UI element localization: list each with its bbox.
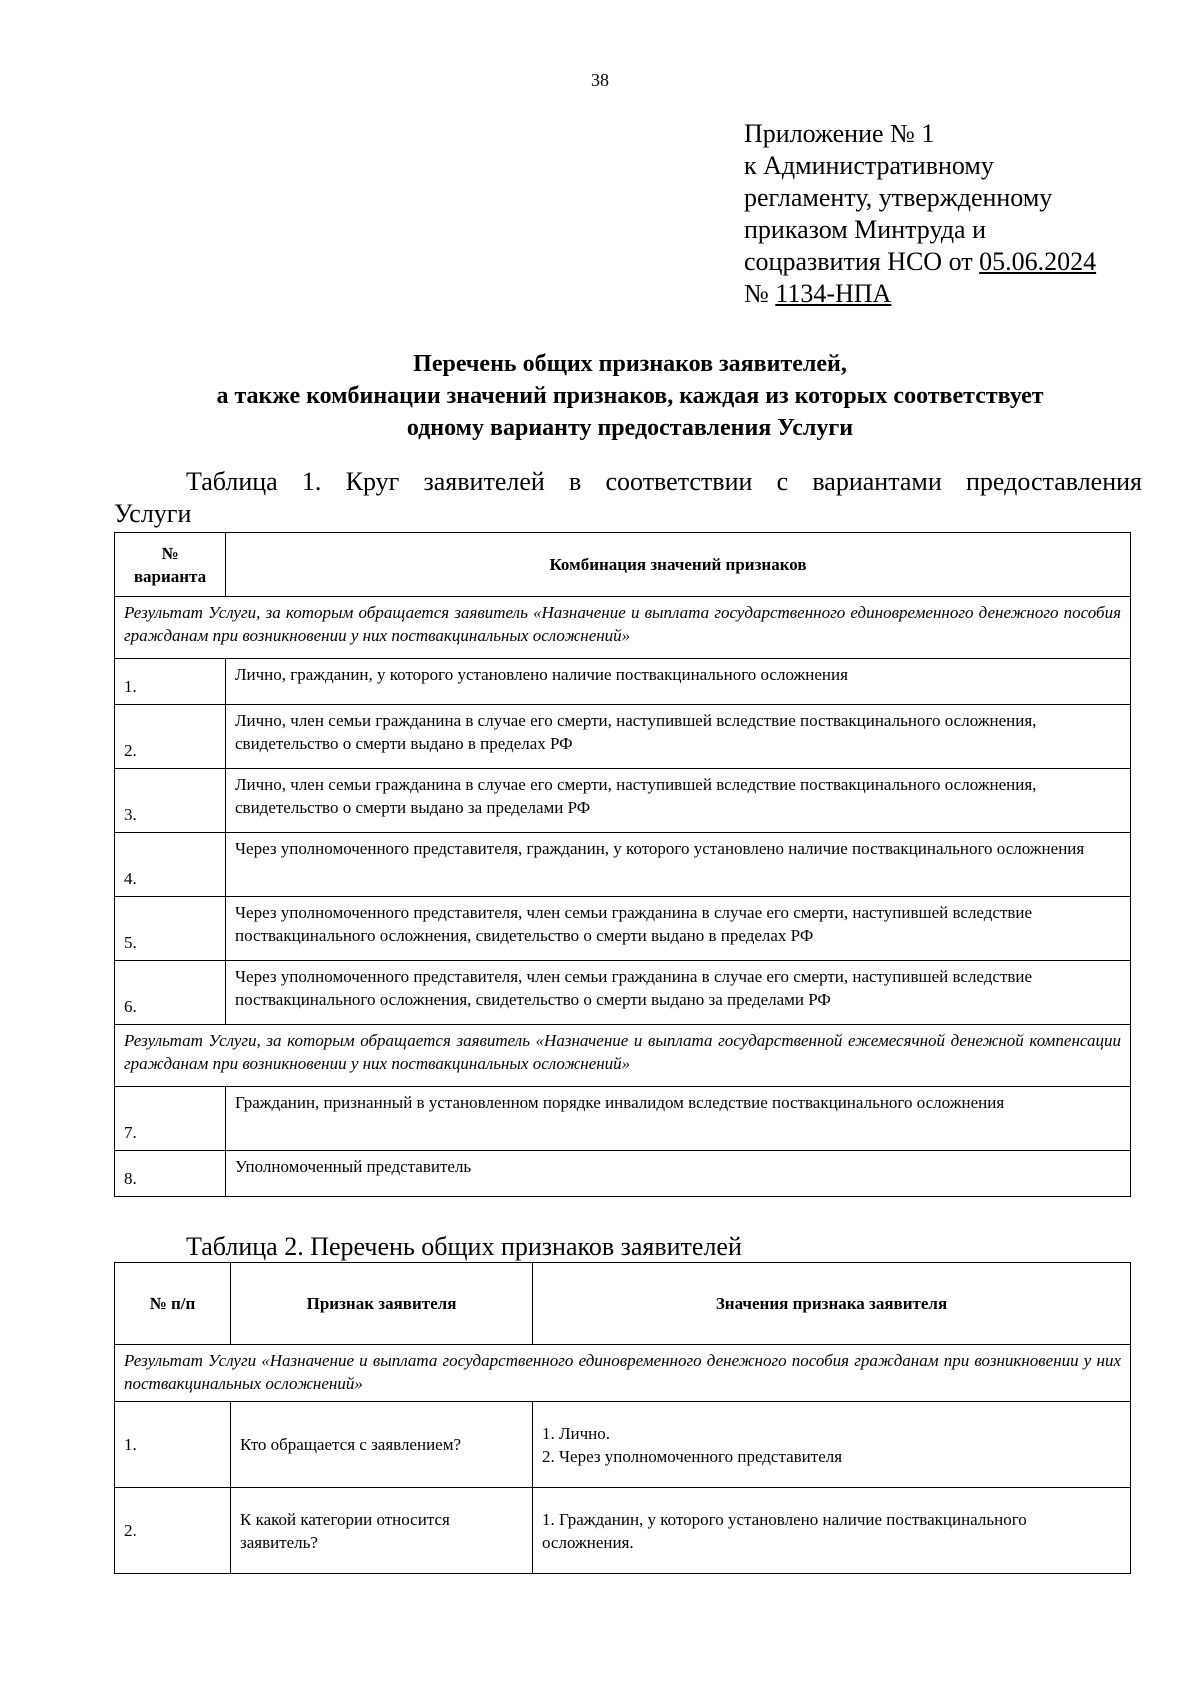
applicants-variants-table <box>114 532 1131 1197</box>
attribute-value: 1. Гражданин, у которого установлено наличие поствакцинального осложнения. <box>542 1509 1027 1552</box>
attribute-question: К какой категории относится заявитель? <box>231 1488 533 1574</box>
section-caption: Результат Услуги, за которым обращается заявитель «Назначение и выплата государственной ежемесячной денежной компенсации гражданам при возникновении у них поствакцинальных осложнений» <box>115 1025 1131 1087</box>
header-attribute-values: Значения признака заявителя <box>533 1263 1131 1345</box>
table-row <box>115 1488 1131 1574</box>
table1-caption-line1: Таблица 1. Круг заявителей в соответствии с вариантами предоставления <box>186 467 1142 496</box>
variant-description: Лично, член семьи гражданина в случае его смерти, наступившей вследствие поствакцинального осложнения, свидетельство о смерти выдано в пределах РФ <box>226 705 1131 769</box>
variant-number: 5. <box>115 897 226 961</box>
attribute-values <box>533 1488 1131 1574</box>
appendix-line: Приложение № 1 <box>744 119 935 148</box>
variant-number: 1. <box>115 659 226 705</box>
variant-description: Через уполномоченного представителя, член семьи гражданина в случае его смерти, наступившей вследствие поствакцинального осложнения, свидетельство о смерти выдано в пределах РФ <box>226 897 1131 961</box>
appendix-block <box>744 118 1164 310</box>
variant-number: 2. <box>115 705 226 769</box>
title-line: Перечень общих признаков заявителей, <box>413 351 847 377</box>
table2-caption: Таблица 2. Перечень общих признаков заявителей <box>186 1232 742 1261</box>
table-row <box>115 769 1131 833</box>
applicant-attributes-table <box>114 1262 1131 1574</box>
table-row <box>115 961 1131 1025</box>
appendix-line <box>744 278 1164 310</box>
appendix-number-prefix: № <box>744 279 776 308</box>
title-line: одному варианту предоставления Услуги <box>406 415 854 441</box>
appendix-date: 05.06.2024 <box>979 247 1097 276</box>
table-row <box>115 897 1131 961</box>
document-title <box>60 348 1200 444</box>
attribute-values <box>533 1402 1131 1488</box>
appendix-line: приказом Минтруда и <box>744 215 987 244</box>
variant-number: 3. <box>115 769 226 833</box>
row-number: 1. <box>115 1402 231 1488</box>
section-caption: Результат Услуги, за которым обращается заявитель «Назначение и выплата государственного единовременного денежного пособия гражданам при возникновении у них поствакцинальных осложнений» <box>115 597 1131 659</box>
variant-description: Лично, гражданин, у которого установлено наличие поствакцинального осложнения <box>226 659 1131 705</box>
variant-number: 7. <box>115 1087 226 1151</box>
appendix-line <box>744 246 1164 278</box>
row-number: 2. <box>115 1488 231 1574</box>
attribute-value: 2. Через уполномоченного представителя <box>542 1446 843 1466</box>
variant-description: Через уполномоченного представителя, гражданин, у которого установлено наличие поствакцинального осложнения <box>226 833 1131 897</box>
header-combination: Комбинация значений признаков <box>226 533 1131 597</box>
title-line: а также комбинации значений признаков, каждая из которых соответствует <box>216 383 1044 409</box>
table-row <box>115 833 1131 897</box>
section-row <box>115 597 1131 659</box>
section-row <box>115 1345 1131 1402</box>
page-number: 38 <box>591 70 609 90</box>
table-header-row <box>115 1263 1131 1345</box>
table-row <box>115 659 1131 705</box>
variant-number: 4. <box>115 833 226 897</box>
variant-description: Гражданин, признанный в установленном порядке инвалидом вследствие поствакцинального осложнения <box>226 1087 1131 1151</box>
appendix-line: регламенту, утвержденному <box>744 183 1053 212</box>
table-row <box>115 705 1131 769</box>
header-row-number: № п/п <box>115 1263 231 1345</box>
table-row <box>115 1402 1131 1488</box>
appendix-line: к Административному <box>744 151 994 180</box>
table-row <box>115 1151 1131 1197</box>
variant-description: Лично, член семьи гражданина в случае его смерти, наступившей вследствие поствакцинального осложнения, свидетельство о смерти выдано за пределами РФ <box>226 769 1131 833</box>
variant-description: Уполномоченный представитель <box>226 1151 1131 1197</box>
variant-number: 8. <box>115 1151 226 1197</box>
variant-number: 6. <box>115 961 226 1025</box>
attribute-question: Кто обращается с заявлением? <box>231 1402 533 1488</box>
section-caption: Результат Услуги «Назначение и выплата государственного единовременного денежного пособия гражданам при возникновении у них поствакцинальных осложнений» <box>115 1345 1131 1402</box>
appendix-number: 1134-НПА <box>775 279 892 308</box>
appendix-date-prefix: соцразвития НСО от <box>744 247 980 276</box>
attribute-value: 1. Лично. <box>542 1423 611 1443</box>
header-variant-number: № варианта <box>115 533 226 597</box>
table-header-row <box>115 533 1131 597</box>
table-row <box>115 1087 1131 1151</box>
header-attribute: Признак заявителя <box>231 1263 533 1345</box>
variant-description: Через уполномоченного представителя, член семьи гражданина в случае его смерти, наступившей вследствие поствакцинального осложнения, свидетельство о смерти выдано за пределами РФ <box>226 961 1131 1025</box>
section-row <box>115 1025 1131 1087</box>
table1-caption <box>114 466 1142 530</box>
table1-caption-line2: Услуги <box>114 499 192 528</box>
